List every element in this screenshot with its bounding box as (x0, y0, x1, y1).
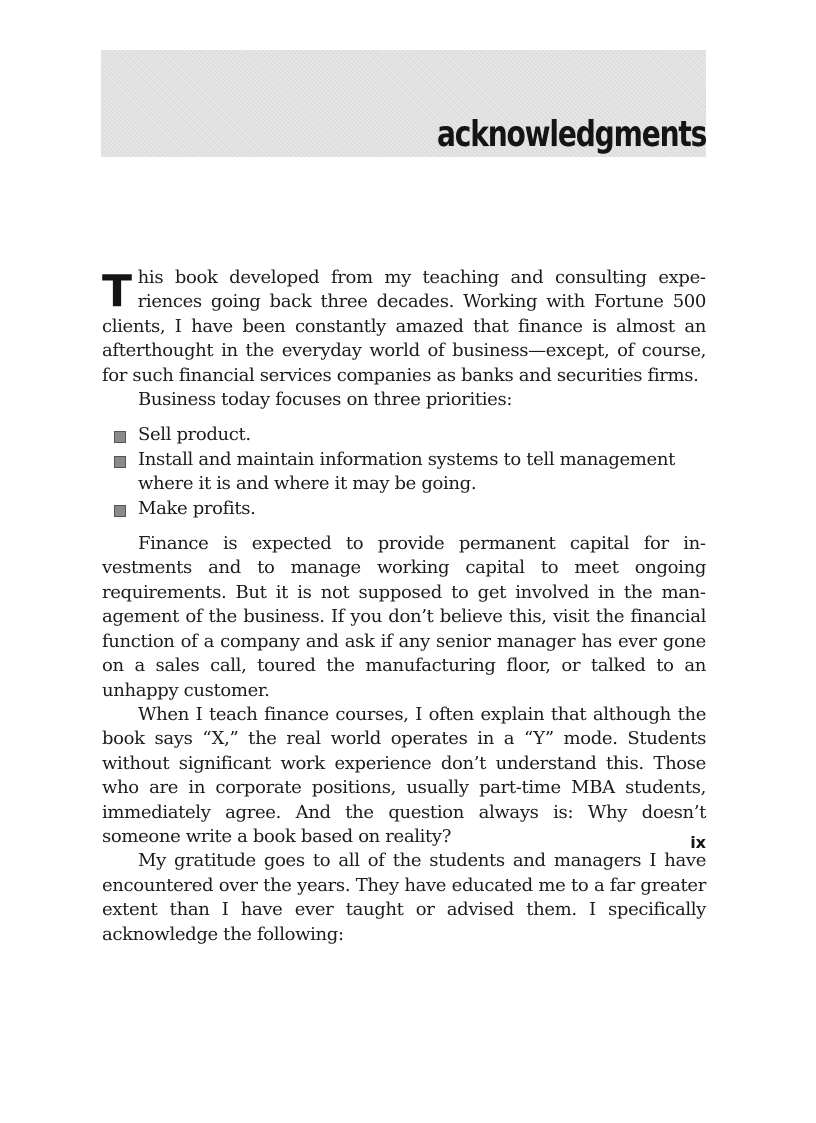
list-item (138, 448, 706, 497)
paragraph-intro (102, 266, 706, 388)
paragraph-priorities: Business today focuses on three priorities: (138, 389, 513, 411)
square-bullet-icon (114, 505, 126, 517)
body-text (102, 266, 706, 947)
priorities-list (102, 423, 706, 521)
paragraph-teaching: When I teach finance courses, I often explain that although the book says “X,” the real world operates in a “Y” mode. Students without significant work experience don’t understand this. Those who are in corporate positions, usually part-time MBA students, immediately agree. And the question always is: Why doesn’t someone write a book based on reality? (102, 703, 706, 847)
paragraph-gratitude: My gratitude goes to all of the students and managers I have encountered over the years. They have educated me to a far greater extent than I have ever taught or advised them. I specifically acknowledge the following: (102, 850, 706, 945)
paragraph-intro-text: his book developed from my teaching and consulting experiences going back three decades. Working with Fortune 500 clients, I have been constantly amazed that finance is almost an afterthought in the everyday world of business—except, of course, for such financial services companies as banks and securities firms. (102, 267, 706, 386)
list-item-text: Make profits. (138, 497, 256, 519)
list-item-text: Sell product. (138, 424, 251, 446)
chapter-header-band (101, 50, 706, 157)
square-bullet-icon (114, 456, 126, 468)
list-item (138, 497, 706, 521)
chapter-title: acknowledgments (436, 114, 706, 155)
paragraph-finance-role: Finance is expected to provide permanent capital for investments and to manage working capital to meet ongoing requirements. But it is not supposed to get involved in the management of the business. If you don’t believe this, visit the financial function of a company and ask if any senior manager has ever gone on a sales call, toured the manufacturing floor, or talked to an unhappy customer. (102, 533, 706, 701)
list-item-text: Install and maintain information systems to tell management where it is and where it may be going. (138, 448, 675, 495)
page-number: ix (690, 833, 706, 852)
drop-cap: T (102, 266, 132, 317)
square-bullet-icon (114, 431, 126, 443)
list-item (138, 423, 706, 447)
